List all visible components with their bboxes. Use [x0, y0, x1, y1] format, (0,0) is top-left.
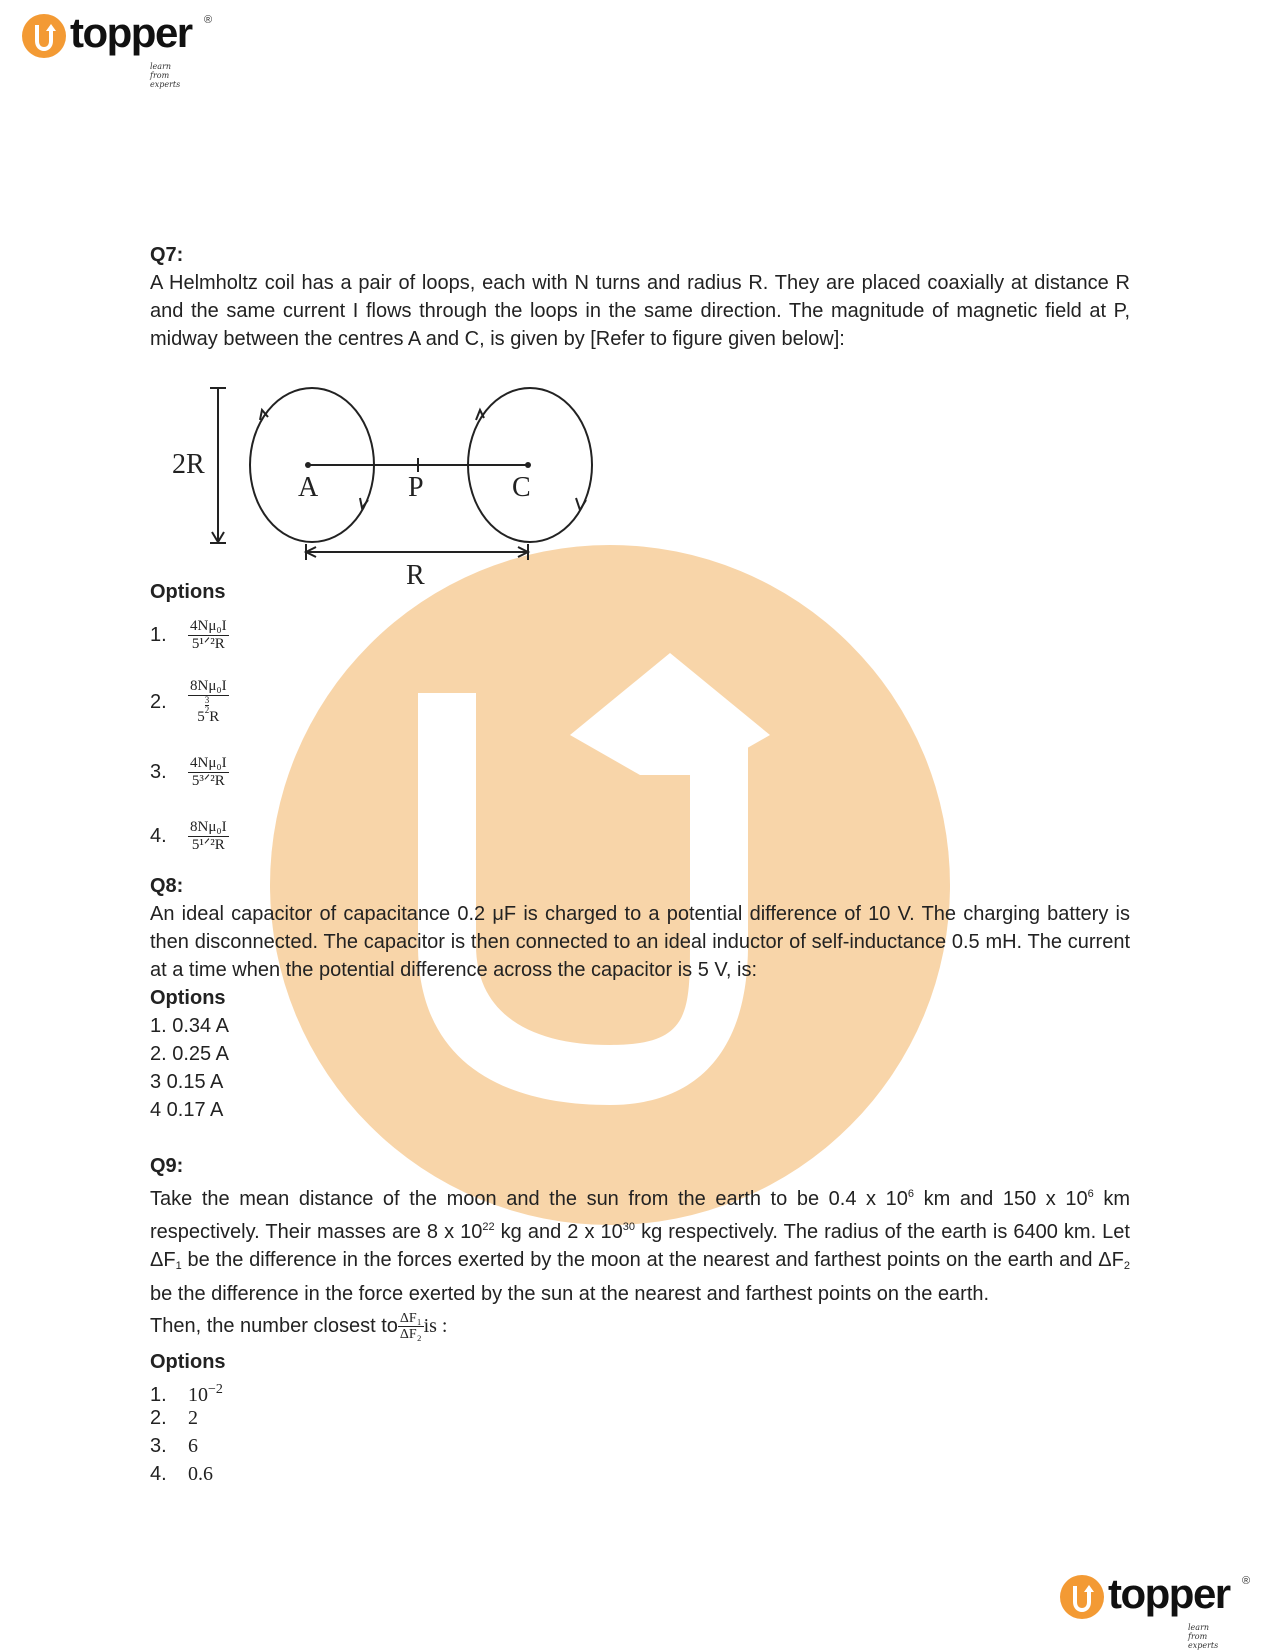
- q7-text: A Helmholtz coil has a pair of loops, each with N turns and radius R. They are placed coaxially at distance R and the same current I flows through the loops in the same direction. The magnitude of magnetic field at P, midway between the centres A and C, is given by [Refer to figure given below]:: [150, 272, 1130, 350]
- q8-option-4[interactable]: 4 0.17 A: [150, 1099, 224, 1121]
- q7-option-1[interactable]: [150, 606, 1130, 664]
- q7-option-3[interactable]: [150, 740, 1130, 804]
- q8-option-3[interactable]: 3 0.15 A: [150, 1071, 224, 1093]
- label-c: C: [512, 472, 531, 503]
- q9-options-heading: Options: [150, 1351, 226, 1373]
- q8-text: An ideal capacitor of capacitance 0.2 μF is charged to a potential difference of 10 V. The charging battery is then disconnected. The capacitor is then connected to an ideal inductor of self-inductance 0.5 mH. The current at a time when the potential difference across the capacitor is 5 V, is:: [150, 903, 1130, 981]
- q9-option-2[interactable]: 2. 2: [150, 1407, 198, 1429]
- q9-option-4[interactable]: 4. 0.6: [150, 1463, 213, 1485]
- q8-option-2[interactable]: 2. 0.25 A: [150, 1043, 229, 1065]
- q9-heading: Q9:: [150, 1155, 184, 1177]
- q8-options-heading: Options: [150, 987, 226, 1009]
- q9-option-3[interactable]: 3. 6: [150, 1435, 198, 1457]
- logo-wordmark: topper: [1108, 1570, 1230, 1617]
- logo-tagline: learn from experts: [150, 62, 181, 89]
- q9-option-1[interactable]: 1. $10^{-2}$: [150, 1382, 223, 1406]
- logo-tagline: learn from experts: [1188, 1623, 1219, 1650]
- q9-fraction: $\frac{\text{ΔF₁}}{\text{ΔF₂}}$: [399, 1310, 422, 1342]
- registered-mark: ®: [1242, 1575, 1251, 1587]
- q8-option-1[interactable]: 1. 0.34 A: [150, 1015, 229, 1037]
- label-a: A: [298, 472, 319, 503]
- label-2r: 2R: [172, 449, 205, 480]
- logo-wordmark: topper: [70, 9, 192, 56]
- option-fraction: 8Nμ₀I 5 $\frac{3}{2}$ R: [190, 678, 227, 725]
- topper-logo-header: [22, 9, 213, 89]
- label-r: R: [406, 560, 425, 590]
- option-fraction: $\frac{\text{8Nμ₀I}}{\text{5¹ᐟ²R}}$: [190, 818, 227, 853]
- q9-text: Take the mean distance of the moon and the sun from the earth to be 0.4 x $10^6$ km and 150 x $10^6$ km respectively. Their masses are 8 x $10^{22}$ kg and 2 x $10^{30}$ kg respectively. The radius of the earth is 6400 km. Let $\Delta F_1$ be the difference in the forces exerted by the moon at the nearest and farthest points on the earth and $\Delta F_2$ be the difference in the force exerted by the sun at the nearest and farthest points on the earth.: [150, 1188, 1131, 1305]
- q7-option-4[interactable]: [150, 804, 1130, 868]
- q9-text-final: Then, the number closest to $\frac{\text{ΔF₁}}{\text{ΔF₂}}$ is :: [150, 1310, 448, 1342]
- label-p: P: [408, 472, 424, 503]
- q7-heading: Q7:: [150, 244, 184, 266]
- topper-logo-footer: [1060, 1570, 1251, 1650]
- q7-options-heading: Options: [150, 581, 226, 603]
- option-fraction: $\frac{\text{4Nμ₀I}}{\text{5¹ᐟ²R}}$: [190, 617, 227, 652]
- q8-heading: Q8:: [150, 875, 184, 897]
- logo-badge-icon: [1060, 1575, 1104, 1619]
- option-number: 2.: [150, 691, 167, 713]
- option-fraction: $\frac{\text{4Nμ₀I}}{\text{5³ᐟ²R}}$: [190, 754, 227, 789]
- option-number: 3.: [150, 761, 167, 783]
- option-number: 4.: [150, 825, 167, 847]
- q7-option-2[interactable]: [150, 664, 1130, 740]
- logo-badge-icon: [22, 14, 66, 58]
- option-number: 1.: [150, 624, 167, 646]
- registered-mark: ®: [204, 14, 213, 26]
- helmholtz-coil-figure: [150, 370, 630, 590]
